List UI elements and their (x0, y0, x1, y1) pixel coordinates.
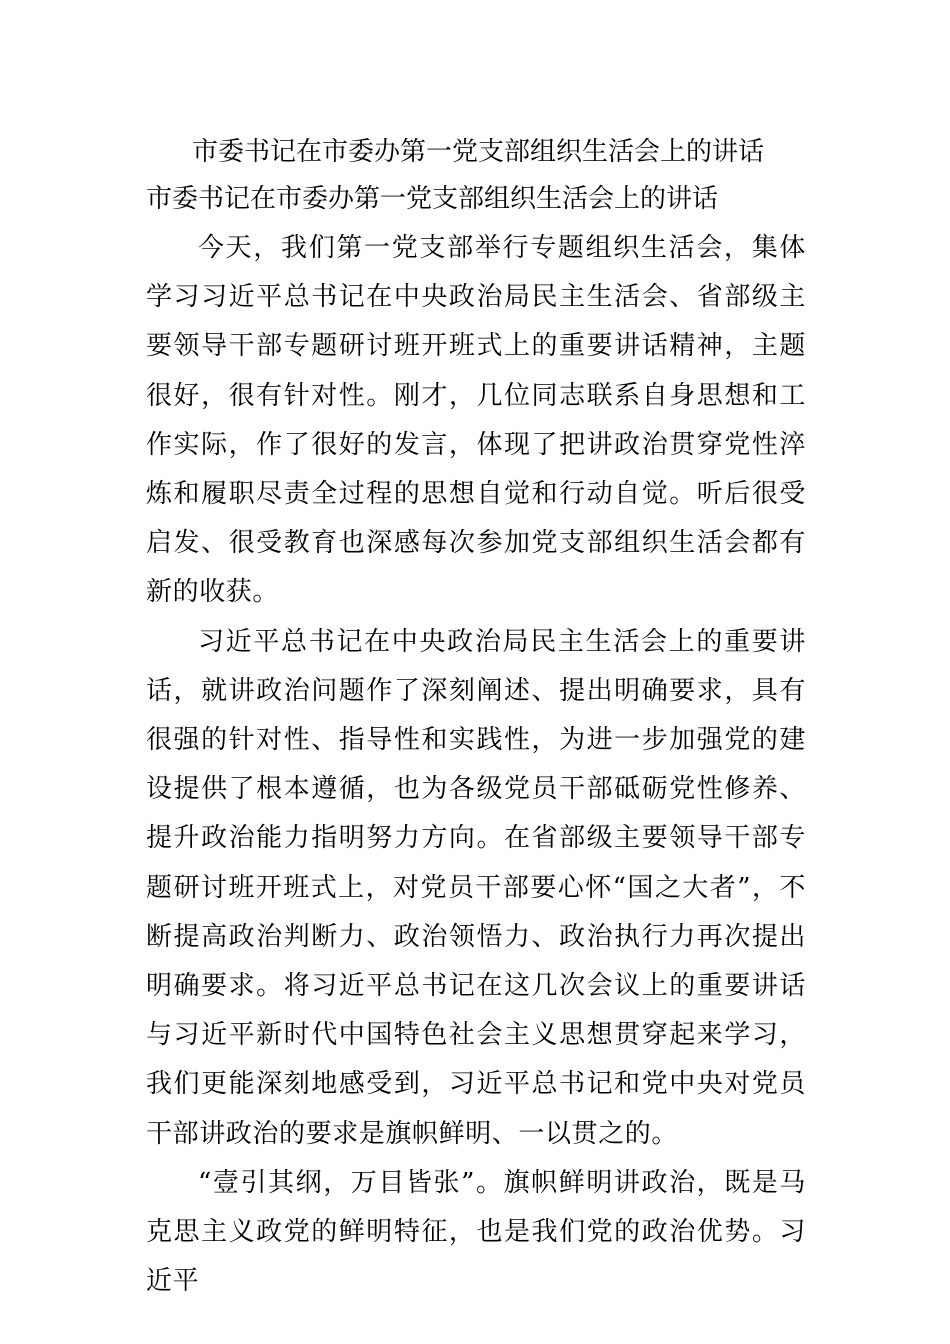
document-title: 市委书记在市委办第一党支部组织生活会上的讲话 (192, 137, 765, 167)
paragraph-3: “壹引其纲，万目皆张”。旗帜鲜明讲政治，既是马克思主义政党的鲜明特征，也是我们党的政治优势。习近平 (146, 1167, 806, 1297)
paragraph-2: 习近平总书记在中央政治局民主生活会上的重要讲话，就讲政治问题作了深刻阐述、提出明确要求，具有很强的针对性、指导性和实践性，为进一步加强党的建设提供了根本遵循，也为各级党员干部砥砺党性修养、提升政治能力指明努力方向。在省部级主要领导干部专题研讨班开班式上，对党员干部要心怀“国之大者”，不断提高政治判断力、政治领悟力、政治执行力再次提出明确要求。将习近平总书记在这几次会议上的重要讲话与习近平新时代中国特色社会主义思想贯穿起来学习，我们更能深刻地感受到，习近平总书记和党中央对党员干部讲政治的要求是旗帜鲜明、一以贯之的。 (146, 626, 806, 1149)
paragraph-1: 今天，我们第一党支部举行专题组织生活会，集体学习习近平总书记在中央政治局民主生活会、省部级主要领导干部专题研讨班开班式上的重要讲话精神，主题很好，很有针对性。刚才，几位同志联系自身思想和工作实际，作了很好的发言，体现了把讲政治贯穿党性淬炼和履职尽责全过程的思想自觉和行动自觉。听后很受启发、很受教育也深感每次参加党支部组织生活会都有新的收获。 (146, 233, 806, 608)
document-body (146, 224, 806, 1306)
document-subtitle: 市委书记在市委办第一党支部组织生活会上的讲话 (146, 184, 719, 214)
